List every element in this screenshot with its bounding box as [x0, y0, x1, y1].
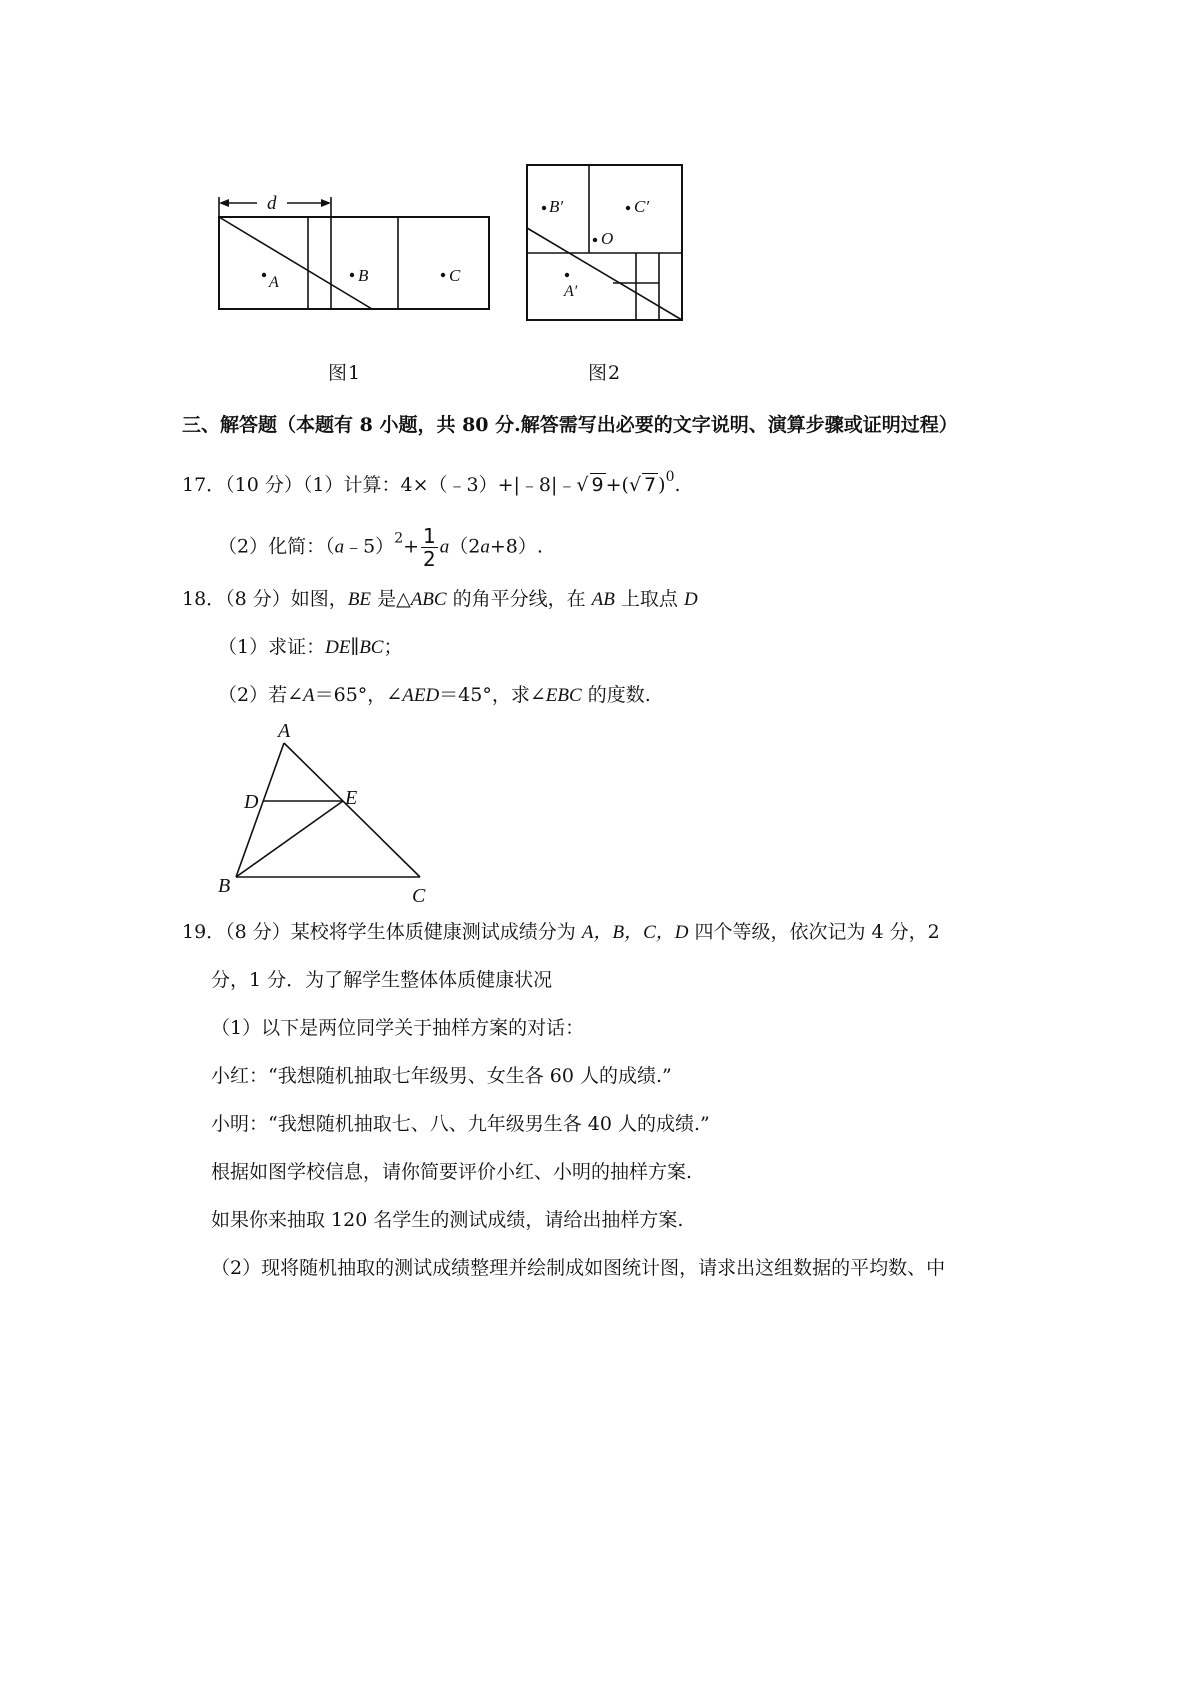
q17-exponent: 0: [665, 469, 675, 485]
q17-close: ): [658, 474, 666, 496]
figure-2-caption: 图2: [588, 362, 622, 384]
q18-stem-D: D: [683, 589, 698, 610]
fig2-point-C-prime: C′: [634, 197, 650, 216]
q17-part2-a2: a: [439, 536, 450, 558]
triangle-drawing: [212, 720, 432, 905]
q19-stem-b: 四个等级，依次记为 4 分，2: [688, 921, 940, 943]
q18-stem-abc: ABC: [410, 589, 447, 610]
q18-part2-d: 的度数.: [581, 684, 651, 706]
triangle-figure: [212, 720, 432, 905]
q19-grades: A，B，C，D: [581, 922, 689, 943]
q17-part1-text: 17．（10 分）（1）计算：4×（﹣3）+|﹣8|﹣: [182, 474, 577, 496]
q19-xiaoming: 小明：“我想随机抽取七、八、九年级男生各 40 人的成绩.”: [211, 1113, 710, 1135]
q19-evaluate: 根据如图学校信息，请你简要评价小红、小明的抽样方案.: [211, 1161, 693, 1183]
q19-stem-a: 19．（8 分）某校将学生体质健康测试成绩分为: [182, 921, 582, 943]
q17-part2: [218, 525, 543, 570]
q18-stem-a: 18．（8 分）如图，: [182, 588, 348, 610]
q19-xiaohong: 小红：“我想随机抽取七年级男、女生各 60 人的成绩.”: [211, 1065, 672, 1087]
q17-sqrt9-radicand: 9: [591, 474, 604, 496]
q18-part1-end: ；: [383, 636, 403, 658]
q17-part1: [182, 465, 681, 497]
q18-part1-a: （1）求证：: [218, 636, 326, 658]
q19-plan: 如果你来抽取 120 名学生的测试成绩，请给出抽样方案.: [211, 1209, 684, 1231]
q17-part2-a: a: [334, 536, 345, 558]
figure-2: [520, 160, 690, 330]
q18-part2-aed: AED: [402, 685, 440, 706]
q18-stem: [182, 587, 698, 612]
q17-part2-paren: （2: [449, 535, 481, 558]
q17-part2-square: 2: [394, 530, 404, 547]
q17-part2-prefix: （2）化简：（: [218, 535, 335, 558]
figure-1-caption: 图1: [328, 362, 362, 384]
q18-part2-c: ＝45°，求∠: [439, 684, 546, 706]
triangle-label-C: C: [412, 885, 426, 907]
q17-fraction: [421, 525, 438, 570]
q18-part2-A: A: [303, 685, 315, 706]
q18-part1-bc: BC: [359, 637, 384, 658]
fig1-d-label: d: [267, 193, 277, 214]
q17-part2-plus: +: [403, 535, 420, 558]
fig1-point-A: A: [269, 274, 279, 291]
fig1-point-C: C: [449, 266, 461, 285]
q18-part1-de: DE: [325, 637, 351, 658]
q18-stem-d: 上取点: [614, 588, 684, 610]
figure-2-drawing: [520, 160, 690, 330]
triangle-label-E: E: [345, 787, 358, 809]
q18-stem-be: BE: [347, 589, 372, 610]
fig2-point-O: O: [601, 229, 614, 248]
q17-end: .: [674, 474, 681, 496]
q19-part1-intro: （1）以下是两位同学关于抽样方案的对话：: [211, 1017, 585, 1039]
q17-sqrt7-radicand: 7: [644, 474, 657, 496]
q18-part1: [218, 635, 403, 660]
fig2-point-B-prime: B′: [549, 197, 564, 216]
q19-stem-line1: [182, 920, 940, 945]
fig2-point-A-prime: A′: [564, 283, 578, 300]
figure-1-drawing: [205, 195, 505, 325]
q18-part2-a: （2）若∠: [218, 684, 304, 706]
q17-part2-mid: ﹣5）: [344, 535, 395, 558]
triangle-label-D: D: [244, 791, 259, 813]
q17-part2-a3: a: [480, 536, 490, 558]
q17-fraction-denominator: 2: [423, 547, 436, 571]
q17-sqrt9: √ 9: [576, 474, 604, 496]
triangle-label-A: A: [278, 720, 291, 742]
q17-fraction-numerator: 1: [423, 524, 436, 548]
q18-stem-b: 是△: [371, 588, 411, 610]
fig1-point-B: B: [358, 266, 369, 285]
q18-part2-ebc: EBC: [545, 685, 582, 706]
triangle-label-B: B: [218, 875, 231, 897]
q19-part2: （2）现将随机抽取的测试成绩整理并绘制成如图统计图，请求出这组数据的平均数、中: [211, 1257, 946, 1279]
q17-plus: +(: [605, 474, 629, 496]
section-header: 三、解答题（本题有 8 小题，共 80 分.解答需写出必要的文字说明、演算步骤或证明过程）: [182, 414, 958, 436]
q19-stem-line2: 分，1 分．为了解学生整体体质健康状况: [211, 969, 553, 991]
q18-part2: [218, 683, 651, 708]
q17-part2-end: +8）.: [489, 535, 543, 558]
q18-stem-ab: AB: [591, 589, 615, 610]
q18-stem-c: 的角平分线，在: [446, 588, 592, 610]
q18-part2-b: ＝65°，∠: [314, 684, 403, 706]
q18-part1-parallel: ∥: [350, 636, 360, 658]
q17-sqrt7: √ 7: [628, 474, 657, 496]
figure-1: [205, 195, 505, 325]
